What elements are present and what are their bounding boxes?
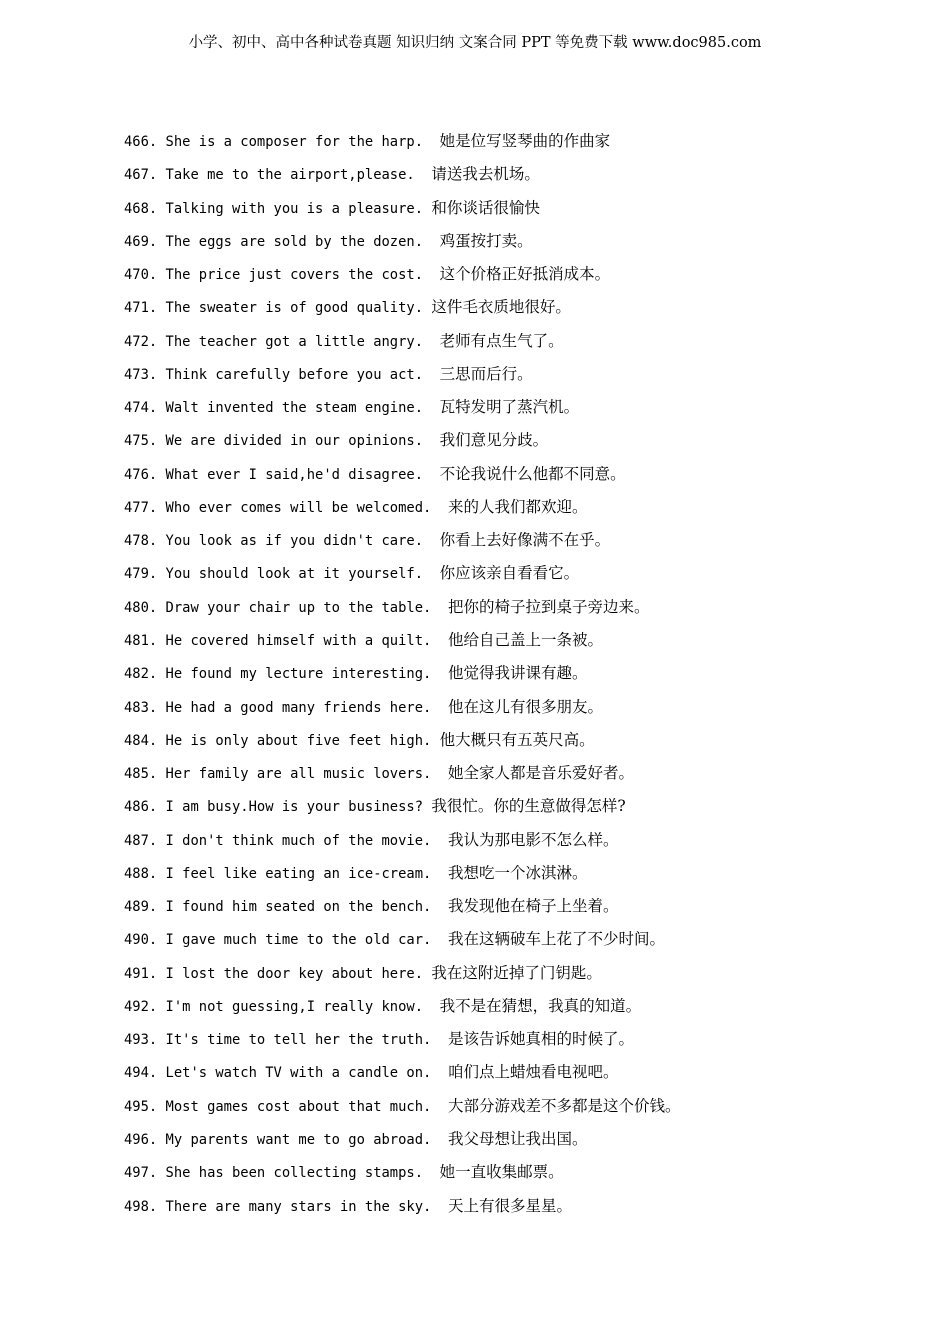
english-sentence: 471. The sweater is of good quality. [124,300,432,317]
sentence-entry [124,794,924,827]
sentence-entry [124,761,924,794]
english-sentence: 489. I found him seated on the bench. [124,899,448,916]
english-sentence: 495. Most games cost about that much. [124,1098,448,1115]
sentence-entry [124,1027,924,1060]
english-sentence: 487. I don't think much of the movie. [124,832,448,849]
chinese-translation: 我们意见分歧。 [439,431,549,450]
english-sentence: 473. Think carefully before you act. [124,366,440,383]
chinese-translation: 是该告诉她真相的时候了。 [447,1030,634,1049]
sentence-entry [124,462,924,495]
sentence-entry [124,262,924,295]
english-sentence: 482. He found my lecture interesting. [124,666,448,683]
chinese-translation: 她是位写竖琴曲的作曲家 [439,132,611,150]
sentence-entry [124,894,924,927]
chinese-translation: 我不是在猜想，我真的知道。 [439,996,642,1015]
sentence-entry [124,129,924,162]
english-sentence: 497. She has been collecting stamps. [124,1165,440,1182]
english-sentence: 490. I gave much time to the old car. [124,932,448,949]
sentence-entry [124,828,924,861]
english-sentence: 493. It's time to tell her the truth. [124,1032,448,1049]
english-sentence: 481. He covered himself with a quilt. [124,632,448,649]
page-header: 小学、初中、高中各种试卷真题 知识归纳 文案合同 PPT 等免费下载 www.doc985.com [188,35,762,51]
sentence-entry [124,628,924,661]
sentence-entry [124,728,924,761]
english-sentence: 469. The eggs are sold by the dozen. [124,233,440,250]
chinese-translation: 鸡蛋按打卖。 [439,231,533,250]
chinese-translation: 咱们点上蜡烛看电视吧。 [447,1063,619,1082]
chinese-translation: 他在这儿有很多朋友。 [447,697,603,716]
sentence-entry [124,561,924,594]
english-sentence: 479. You should look at it yourself. [124,566,440,583]
english-sentence: 472. The teacher got a little angry. [124,333,440,350]
english-sentence: 485. Her family are all music lovers. [124,766,448,783]
english-sentence: 474. Walt invented the steam engine. [124,400,440,417]
chinese-translation: 不论我说什么他都不同意。 [439,464,626,483]
chinese-translation: 来的人我们都欢迎。 [447,497,588,516]
sentence-entry [124,994,924,1027]
chinese-translation: 三思而后行。 [439,364,533,383]
english-sentence: 475. We are divided in our opinions. [124,433,440,450]
chinese-translation: 这件毛衣质地很好。 [431,298,571,317]
english-sentence: 480. Draw your chair up to the table. [124,599,448,616]
sentence-entry [124,1094,924,1127]
chinese-translation: 他大概只有五英尺高。 [439,730,595,749]
chinese-translation: 你看上去好像满不在乎。 [439,531,611,550]
sentence-entry [124,927,924,960]
english-sentence: 467. Take me to the airport,please. [124,167,432,184]
chinese-translation: 他给自己盖上一条被。 [447,630,603,649]
sentence-entry [124,1060,924,1093]
chinese-translation: 她一直收集邮票。 [439,1163,564,1182]
sentence-entry [124,162,924,195]
sentence-entry [124,295,924,328]
chinese-translation: 老师有点生气了。 [439,331,564,350]
sentence-entry [124,695,924,728]
sentence-entry [124,229,924,262]
chinese-translation: 瓦特发明了蒸汽机。 [439,398,580,417]
sentence-entry [124,861,924,894]
chinese-translation: 你应该亲自看看它。 [439,564,580,583]
sentence-entry [124,395,924,428]
chinese-translation: 我发现他在椅子上坐着。 [447,897,619,916]
sentence-entry [124,1194,924,1227]
sentence-entry [124,495,924,528]
chinese-translation: 我在这辆破车上花了不少时间。 [447,930,665,949]
sentence-list [124,129,924,1227]
english-sentence: 477. Who ever comes will be welcomed. [124,499,448,516]
english-sentence: 483. He had a good many friends here. [124,699,448,716]
english-sentence: 488. I feel like eating an ice-cream. [124,865,448,882]
chinese-translation: 他觉得我讲课有趣。 [447,664,588,683]
sentence-entry [124,595,924,628]
chinese-translation: 我很忙。你的生意做得怎样? [431,797,626,816]
english-sentence: 494. Let's watch TV with a candle on. [124,1065,448,1082]
chinese-translation: 我想吃一个冰淇淋。 [447,863,588,882]
english-sentence: 476. What ever I said,he'd disagree. [124,466,440,483]
sentence-entry [124,196,924,229]
chinese-translation: 我父母想让我出国。 [447,1129,588,1148]
sentence-entry [124,1127,924,1160]
sentence-entry [124,1160,924,1193]
chinese-translation: 天上有很多星星。 [447,1196,572,1215]
english-sentence: 468. Talking with you is a pleasure. [124,200,432,217]
chinese-translation: 这个价格正好抵消成本。 [439,265,611,284]
english-sentence: 491. I lost the door key about here. [124,965,432,982]
english-sentence: 478. You look as if you didn't care. [124,533,440,550]
english-sentence: 492. I'm not guessing,I really know. [124,998,440,1015]
chinese-translation: 和你谈话很愉快 [431,198,540,217]
chinese-translation: 把你的椅子拉到桌子旁边来。 [447,597,650,616]
english-sentence: 486. I am busy.How is your business? [124,799,432,816]
english-sentence: 496. My parents want me to go abroad. [124,1131,448,1148]
chinese-translation: 请送我去机场。 [431,165,540,184]
chinese-translation: 大部分游戏差不多都是这个价钱。 [447,1096,681,1115]
english-sentence: 466. She is a composer for the harp. [124,134,440,150]
sentence-entry [124,329,924,362]
chinese-translation: 我认为那电影不怎么样。 [447,830,619,849]
sentence-entry [124,661,924,694]
sentence-entry [124,428,924,461]
english-sentence: 484. He is only about five feet high. [124,732,440,749]
sentence-entry [124,961,924,994]
sentence-entry [124,362,924,395]
sentence-entry [124,528,924,561]
english-sentence: 470. The price just covers the cost. [124,267,440,284]
chinese-translation: 她全家人都是音乐爱好者。 [447,764,634,783]
english-sentence: 498. There are many stars in the sky. [124,1198,448,1215]
chinese-translation: 我在这附近掉了门钥匙。 [431,963,602,982]
